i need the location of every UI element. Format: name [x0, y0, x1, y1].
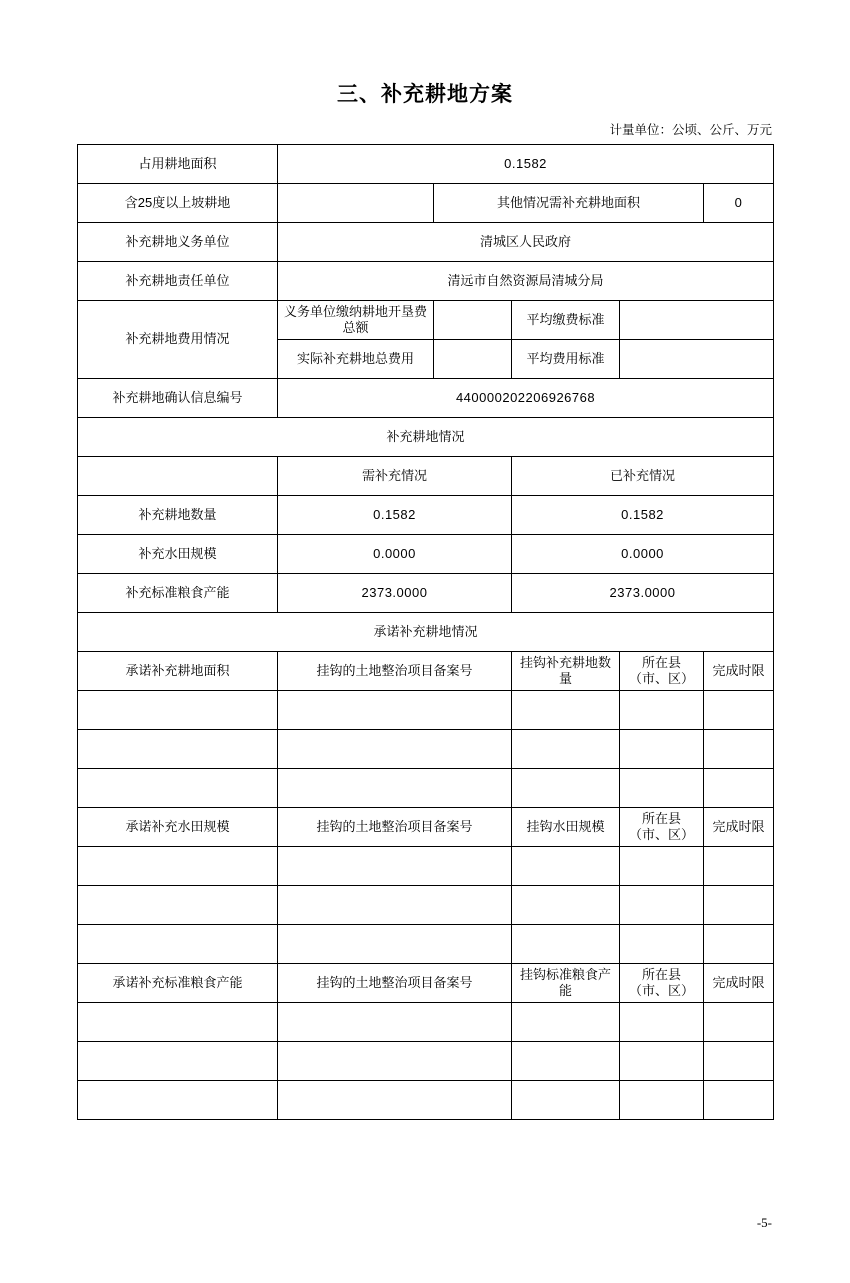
- supplement-grain-need: 2373.0000: [278, 574, 512, 613]
- promise-area-cell-2-5: [704, 730, 774, 769]
- average-payment-standard-label: 平均缴费标准: [512, 301, 620, 340]
- fee-item-reclamation-value: [434, 301, 512, 340]
- average-cost-standard-value: [620, 340, 774, 379]
- promise-grain-cell-1-4: [620, 1003, 704, 1042]
- table-row: [78, 730, 774, 769]
- promise-area-cell-3-5: [704, 769, 774, 808]
- fee-item-total-value: [434, 340, 512, 379]
- promise-grain-cell-3-2: [278, 1081, 512, 1120]
- fee-item-reclamation-label: 义务单位缴纳耕地开垦费总额: [278, 301, 434, 340]
- slope-farmland-label: 含25度以上坡耕地: [78, 184, 278, 223]
- table-row: [78, 496, 774, 535]
- promise-area-cell-3-3: [512, 769, 620, 808]
- table-row: [78, 535, 774, 574]
- promise-paddy-cell-3-4: [620, 925, 704, 964]
- table-row: [78, 652, 774, 691]
- promise-area-label: 承诺补充耕地面积: [78, 652, 278, 691]
- empty-corner-cell: [78, 457, 278, 496]
- document-page: [0, 78, 850, 1283]
- other-situation-label: 其他情况需补充耕地面积: [434, 184, 704, 223]
- promise-grain-linked-capacity-header: 挂钩标准粮食产能: [512, 964, 620, 1003]
- promise-area-cell-1-4: [620, 691, 704, 730]
- supplementary-farmland-table: [77, 144, 774, 1120]
- table-row: [78, 847, 774, 886]
- promise-grain-cell-1-2: [278, 1003, 512, 1042]
- promise-area-cell-2-4: [620, 730, 704, 769]
- occupied-farmland-label: 占用耕地面积: [78, 145, 278, 184]
- promise-paddy-cell-2-4: [620, 886, 704, 925]
- table-row: [78, 145, 774, 184]
- promise-grain-cell-3-3: [512, 1081, 620, 1120]
- table-row: [78, 613, 774, 652]
- promise-paddy-cell-3-3: [512, 925, 620, 964]
- promise-paddy-label: 承诺补充水田规模: [78, 808, 278, 847]
- promise-area-linked-quantity-header: 挂钩补充耕地数量: [512, 652, 620, 691]
- fee-item-total-label: 实际补充耕地总费用: [278, 340, 434, 379]
- average-cost-standard-label: 平均费用标准: [512, 340, 620, 379]
- promise-grain-cell-2-3: [512, 1042, 620, 1081]
- promise-paddy-cell-1-2: [278, 847, 512, 886]
- table-row: [78, 1081, 774, 1120]
- section-supplement-header: 补充耕地情况: [78, 418, 774, 457]
- slope-farmland-value: [278, 184, 434, 223]
- table-row: [78, 418, 774, 457]
- promise-paddy-cell-2-1: [78, 886, 278, 925]
- table-row: [78, 691, 774, 730]
- promise-grain-cell-1-3: [512, 1003, 620, 1042]
- promise-grain-cell-2-5: [704, 1042, 774, 1081]
- measurement-unit-note: 计量单位：公顷、公斤、万元: [609, 123, 772, 137]
- promise-grain-label: 承诺补充标准粮食产能: [78, 964, 278, 1003]
- promise-paddy-cell-1-3: [512, 847, 620, 886]
- promise-area-cell-2-3: [512, 730, 620, 769]
- promise-paddy-cell-3-5: [704, 925, 774, 964]
- page-number: -5-: [756, 1215, 772, 1230]
- promise-grain-cell-2-1: [78, 1042, 278, 1081]
- promise-paddy-linked-scale-header: 挂钩水田规模: [512, 808, 620, 847]
- done-supplement-header: 已补充情况: [512, 457, 774, 496]
- promise-area-cell-2-1: [78, 730, 278, 769]
- duty-unit-value: 清城区人民政府: [278, 223, 774, 262]
- promise-paddy-cell-3-2: [278, 925, 512, 964]
- other-situation-value: 0: [704, 184, 774, 223]
- promise-grain-cell-1-5: [704, 1003, 774, 1042]
- promise-paddy-cell-3-1: [78, 925, 278, 964]
- table-row: [78, 184, 774, 223]
- promise-grain-cell-1-1: [78, 1003, 278, 1042]
- occupied-farmland-value: 0.1582: [278, 145, 774, 184]
- page-title: 三、补充耕地方案: [337, 83, 513, 106]
- promise-paddy-cell-2-3: [512, 886, 620, 925]
- responsible-unit-label: 补充耕地责任单位: [78, 262, 278, 301]
- promise-area-deadline-header: 完成时限: [704, 652, 774, 691]
- promise-grain-deadline-header: 完成时限: [704, 964, 774, 1003]
- supplement-quantity-done: 0.1582: [512, 496, 774, 535]
- promise-area-cell-1-5: [704, 691, 774, 730]
- need-supplement-header: 需补充情况: [278, 457, 512, 496]
- promise-area-project-number-header: 挂钩的土地整治项目备案号: [278, 652, 512, 691]
- promise-area-cell-1-2: [278, 691, 512, 730]
- table-row: [78, 964, 774, 1003]
- table-row: [78, 886, 774, 925]
- table-row: [78, 301, 774, 340]
- responsible-unit-value: 清远市自然资源局清城分局: [278, 262, 774, 301]
- promise-paddy-cell-2-2: [278, 886, 512, 925]
- table-row: [78, 262, 774, 301]
- confirmation-number-label: 补充耕地确认信息编号: [78, 379, 278, 418]
- promise-paddy-cell-1-4: [620, 847, 704, 886]
- table-row: [78, 574, 774, 613]
- promise-area-cell-3-4: [620, 769, 704, 808]
- promise-area-cell-1-1: [78, 691, 278, 730]
- table-row: [78, 1042, 774, 1081]
- promise-grain-cell-3-1: [78, 1081, 278, 1120]
- promise-grain-cell-3-5: [704, 1081, 774, 1120]
- table-row: [78, 457, 774, 496]
- supplement-grain-label: 补充标准粮食产能: [78, 574, 278, 613]
- average-payment-standard-value: [620, 301, 774, 340]
- promise-area-county-header: 所在县（市、区）: [620, 652, 704, 691]
- supplement-paddy-done: 0.0000: [512, 535, 774, 574]
- promise-paddy-deadline-header: 完成时限: [704, 808, 774, 847]
- promise-paddy-cell-2-5: [704, 886, 774, 925]
- table-row: [78, 379, 774, 418]
- promise-paddy-project-number-header: 挂钩的土地整治项目备案号: [278, 808, 512, 847]
- promise-grain-county-header: 所在县（市、区）: [620, 964, 704, 1003]
- supplement-grain-done: 2373.0000: [512, 574, 774, 613]
- supplement-quantity-label: 补充耕地数量: [78, 496, 278, 535]
- table-row: [78, 223, 774, 262]
- promise-grain-cell-2-4: [620, 1042, 704, 1081]
- promise-area-cell-3-1: [78, 769, 278, 808]
- confirmation-number-value: 440000202206926768: [278, 379, 774, 418]
- promise-grain-cell-3-4: [620, 1081, 704, 1120]
- duty-unit-label: 补充耕地义务单位: [78, 223, 278, 262]
- table-row: [78, 769, 774, 808]
- table-row: [78, 808, 774, 847]
- table-row: [78, 1003, 774, 1042]
- supplement-paddy-label: 补充水田规模: [78, 535, 278, 574]
- promise-paddy-cell-1-1: [78, 847, 278, 886]
- promise-grain-cell-2-2: [278, 1042, 512, 1081]
- supplement-paddy-need: 0.0000: [278, 535, 512, 574]
- supplement-quantity-need: 0.1582: [278, 496, 512, 535]
- promise-paddy-county-header: 所在县（市、区）: [620, 808, 704, 847]
- section-promise-header: 承诺补充耕地情况: [78, 613, 774, 652]
- promise-area-cell-3-2: [278, 769, 512, 808]
- promise-grain-project-number-header: 挂钩的土地整治项目备案号: [278, 964, 512, 1003]
- fee-situation-label: 补充耕地费用情况: [78, 301, 278, 379]
- promise-area-cell-2-2: [278, 730, 512, 769]
- promise-paddy-cell-1-5: [704, 847, 774, 886]
- promise-area-cell-1-3: [512, 691, 620, 730]
- table-row: [78, 925, 774, 964]
